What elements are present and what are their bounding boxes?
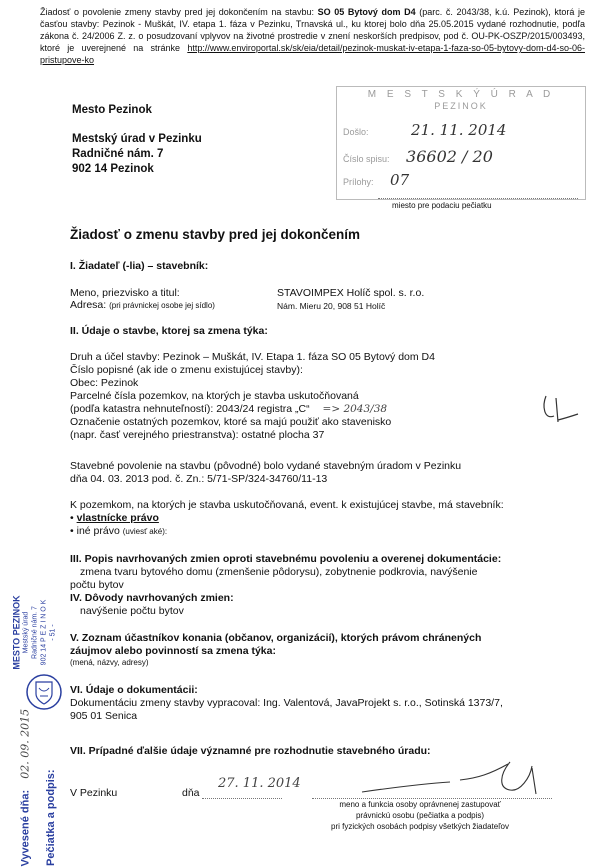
seal-sub2: Radničné nám. 7 (31, 606, 39, 659)
parcels-row (70, 403, 590, 416)
applicant-address-value: Nám. Mieru 20, 908 51 Holíč (277, 301, 386, 311)
coat-of-arms-icon (24, 672, 64, 712)
stamp-header: M E S T S K Ý Ú R A D (367, 89, 555, 100)
parcels-value: (podľa katastra nehnuteľností): 2043/24 registra „C“ (70, 403, 310, 415)
footer-date-value: 27. 11. 2014 (218, 776, 301, 791)
changes-line2: počtu bytov (70, 579, 124, 591)
ownership-label: K pozemkom, na ktorých je stavba uskutočňovaná, event. k existujúcej stavbe, má stavebník: (70, 499, 504, 511)
stamp-reg-label: Číslo spisu: (343, 154, 390, 164)
seal-label: Pečiatka a podpis: (45, 769, 57, 866)
documentation-line2: 905 01 Senica (70, 710, 138, 722)
stamp-date-row (343, 121, 579, 139)
documentation-line1: Dokumentáciu zmeny stavby vypracoval: Ing. Valentová, JavaProjekt s. r.o., Sotinská 1373/7, (70, 697, 503, 709)
section6-heading: VI. Údaje o dokumentácii: (70, 684, 198, 696)
applicant-address-label: Adresa: (70, 299, 107, 311)
ownership-option-2-label: iné právo (76, 525, 120, 537)
footer-place: V Pezinku (70, 787, 118, 799)
parcels-label: Parcelné čísla pozemkov, na ktorých je stavba uskutočňovaná (70, 390, 359, 402)
changes-line1: zmena tvaru bytového domu (zmenšenie pôdorysu), zobytnenie podkrovia, navýšenie (80, 566, 478, 578)
notice-link[interactable]: http://www.enviroportal.sk/sk/eia/detail/pezinok-muskat-iv-etapa-1-faza-so-05-bytovy-dom-d4-so-06-pristupove-ko (40, 43, 585, 65)
recipient-line2: Mestský úrad v Pezinku (72, 133, 202, 145)
applicant-name-label: Meno, priezvisko a titul: (70, 287, 180, 299)
applicant-address-note: (pri právnickej osobe jej sídlo) (109, 301, 215, 310)
bullet-icon: • (70, 512, 74, 524)
building-purpose: Druh a účel stavby: Pezinok – Muškát, IV. Etapa 1. fáza SO 05 Bytový dom D4 (70, 351, 435, 363)
stamp-attach-value: 07 (390, 171, 410, 189)
section2-body (70, 351, 590, 442)
signature-caption-2: právnickú osobu (pečiatka a podpis) (355, 811, 485, 820)
stamp-reg-value: 36602 / 20 (406, 147, 493, 166)
footer-date-label: dňa (182, 787, 200, 799)
other-plots-value: (napr. časť verejného priestranstva): ostatné plocha 37 (70, 429, 325, 441)
page-title: Žiadosť o zmenu stavby pred jej dokončením (70, 227, 361, 242)
section2-heading: II. Údaje o stavbe, ktorej sa zmena týka: (70, 325, 268, 337)
section5-heading1: V. Zoznam účastníkov konania (občanov, organizácií), ktorých právom chránených (70, 632, 482, 644)
section5-heading2: záujmov alebo povinností sa zmena týka: (70, 645, 276, 657)
section4-heading: IV. Dôvody navrhovaných zmien: (70, 592, 234, 604)
notice-body: (parc. č. 2043/38, k.ú. Pezinok), ktorá je časťou stavby: Pezinok - Muškát, IV. etapa 1. fáza v Pezinku, Trnavská ul., ku ktorej bolo dňa 25.05.2015 vydané rozhodnutie, podľa zákona č. 24/2006 Z. z. o posudzovaní vplyvov na životné prostredie v znení neskorších predpisov, pod č. OU-PK-OSZP/2015/003493, ktoré je uverejnené na stránke (40, 7, 586, 53)
ownership-options (70, 512, 167, 538)
stamp-date-label: Došlo: (343, 127, 369, 137)
parcels-handwritten: => 2043/38 (322, 403, 388, 415)
stamp-attach-row (343, 171, 579, 189)
side-posting-stamp (0, 560, 80, 867)
section1-heading: I. Žiadateľ (-lia) – stavebník: (70, 260, 209, 272)
notice-intro: Žiadosť o povolenie zmeny stavby pred jej dokončením na stavbu: (40, 7, 315, 17)
building-number-label: Číslo popisné (ak ide o zmenu existujúcej stavby): (70, 364, 303, 376)
reasons-line1: navýšenie počtu bytov (80, 605, 184, 617)
bullet-icon: • (70, 525, 74, 537)
notice-project: SO 05 Bytový dom D4 (317, 7, 416, 17)
footer-date-line (202, 798, 282, 799)
signature-caption (300, 799, 540, 832)
ownership-option-2-note: (uviesť aké): (122, 527, 168, 536)
posted-value: 02. 09. 2015 (18, 708, 32, 779)
posted-label: Vyvesené dňa: (19, 789, 32, 867)
permit-line2: dňa 04. 03. 2013 pod. č. Zn.: 5/71-SP/324-34760/11-13 (70, 473, 328, 485)
permit-line1: Stavebné povolenie na stavbu (pôvodné) bolo vydané stavebným úradom v Pezinku (70, 460, 462, 472)
ownership-option-1 (70, 512, 167, 525)
stamp-dotted-line (378, 198, 578, 199)
recipient-line1: Mesto Pezinok (72, 104, 152, 116)
stamp-date-value: 21. 11. 2014 (411, 121, 507, 139)
recipient-address (72, 103, 202, 177)
applicant-name-value: STAVOIMPEX Holíč spol. s. r.o. (277, 287, 425, 299)
ownership-option-1-label: vlastnícke právo (76, 512, 159, 524)
seal-sub1: Mestský úrad (22, 611, 30, 654)
ownership-option-2 (70, 525, 167, 538)
signature-caption-1: meno a funkcia osoby oprávnenej zastupovať (339, 800, 501, 809)
participants-note: (mená, názvy, adresy) (70, 658, 149, 667)
seal-title: MESTO PEZINOK (11, 595, 22, 670)
stamp-reg-row (343, 147, 579, 166)
stamp-caption: miesto pre podaciu pečiatku (392, 201, 492, 210)
recipient-line4: 902 14 Pezinok (72, 163, 154, 175)
initials-signature (540, 392, 580, 426)
stamp-subheader: PEZINOK (434, 101, 488, 111)
section7-heading: VII. Prípadné ďalšie údaje významné pre rozhodnutie stavebného úradu: (70, 745, 431, 757)
section3-heading: III. Popis navrhovaných zmien oproti stavebnému povoleniu a overenej dokumentácie: (70, 553, 502, 565)
seal-sub4: - 51 - (49, 624, 57, 641)
other-plots-label: Označenie ostatných pozemkov, ktoré sa majú použiť ako stavenisko (70, 416, 392, 428)
registry-stamp (336, 86, 586, 200)
applicant-signature (360, 758, 550, 800)
notice-text (40, 6, 585, 66)
municipality: Obec: Pezinok (70, 377, 139, 389)
applicant-address-row (70, 299, 215, 312)
stamp-attach-label: Prílohy: (343, 177, 374, 187)
recipient-line3: Radničné nám. 7 (72, 148, 164, 160)
signature-caption-3: pri fyzických osobách podpisy všetkých žiadateľov (331, 822, 509, 831)
seal-sub3: 902 14 P E Z I N O K (40, 599, 48, 666)
